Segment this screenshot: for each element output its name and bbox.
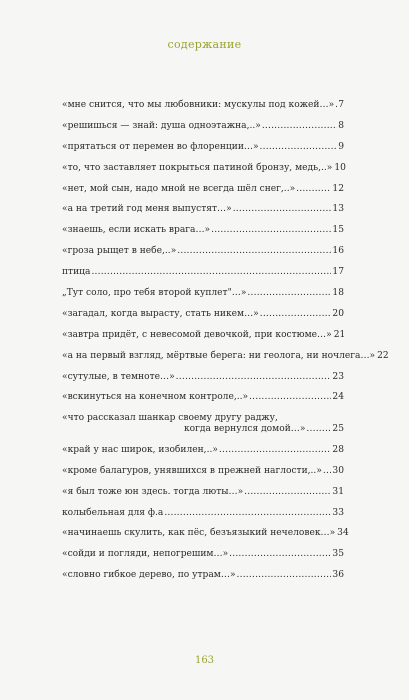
toc-entry-title: «край у нас широк, изобилен,..» — [62, 444, 218, 455]
toc-entry-title: „Тут соло, про тебя второй куплет"…» — [62, 288, 247, 299]
toc-entry — [62, 570, 344, 591]
toc-entry-title: «знаешь, если искать врага…» — [62, 225, 211, 236]
toc-entry-page: 18 — [332, 288, 344, 299]
toc-entry-page: 23 — [332, 371, 344, 382]
toc-entry-title: «а на третий год меня выпустят…» — [62, 204, 232, 215]
toc-entry-title: «решишься — знай: душа одноэтажна,..» — [62, 120, 261, 131]
toc-entry-title: «сойди и погляди, непогрешим…» — [62, 549, 229, 560]
toc-entry — [62, 372, 344, 393]
toc-entry-page: 22 — [377, 350, 389, 361]
leader-dots — [237, 570, 332, 581]
leader-dots — [176, 372, 332, 383]
toc-entry — [62, 100, 344, 121]
toc-entry — [62, 508, 344, 529]
toc-entry — [62, 121, 344, 142]
toc-entry-title: «я был тоже юн здесь. тогда люты…» — [62, 486, 244, 497]
toc-entry — [62, 184, 344, 205]
toc-entry — [62, 246, 344, 267]
page-number: 163 — [194, 655, 215, 666]
toc-entry — [62, 487, 344, 508]
toc-entry-title: «гроза рыщет в небе,..» — [62, 246, 177, 257]
toc-entry-title: «словно гибкое дерево, по утрам…» — [62, 570, 236, 581]
toc-entry-page: 7 — [338, 100, 344, 110]
toc-entry — [62, 392, 344, 413]
leader-dots — [91, 267, 331, 278]
toc-entry-page: 10 — [334, 162, 346, 173]
toc-entry-title: птица — [62, 267, 91, 278]
toc-entry — [62, 413, 344, 445]
leader-dots — [164, 508, 331, 519]
toc-entry-title: «вскинуться на конечном контроле,..» — [62, 392, 249, 403]
toc-entry-page: 9 — [338, 141, 344, 152]
toc-entry — [62, 466, 344, 487]
leader-dots — [177, 246, 331, 257]
toc-entry-title: «кроме балагуров, унявшихся в прежней наглости,..» — [62, 465, 322, 476]
leader-dots — [335, 100, 337, 111]
toc-entry-page: 36 — [332, 570, 344, 581]
toc-entry-page: 12 — [332, 183, 344, 194]
toc-entry-page: 28 — [332, 444, 344, 455]
toc-entry-title: «нет, мой сын, надо мной не всегда шёл снег,..» — [62, 183, 296, 194]
toc-entry-page: 15 — [332, 225, 344, 236]
toc-entry — [62, 309, 344, 330]
page-title: содержание — [167, 38, 242, 51]
toc-entry — [62, 142, 344, 163]
leader-dots — [229, 549, 331, 560]
toc-entry-title: «а на первый взгляд, мёртвые берега: ни геолога, ни ночлега…» — [62, 350, 376, 361]
toc-entry-page: 25 — [332, 424, 344, 435]
toc-entry-page: 16 — [332, 246, 344, 257]
leader-dots — [262, 121, 337, 132]
toc-entry-page: 30 — [332, 465, 344, 476]
toc-entry-page: 20 — [332, 308, 344, 319]
toc-entry-page: 17 — [332, 267, 344, 278]
toc-entry — [62, 204, 344, 225]
toc-entry-page: 34 — [337, 528, 349, 539]
toc-entry-title: «начинаешь скулить, как пёс, безъязыкий нечеловек…» — [62, 528, 336, 539]
toc-entry-title: «загадал, когда вырасту, стать никем…» — [62, 308, 259, 319]
leader-dots — [211, 225, 331, 236]
leader-dots — [306, 424, 331, 435]
toc-entry-page: 24 — [332, 392, 344, 403]
toc-entry — [62, 163, 344, 184]
toc-entry — [62, 445, 344, 466]
leader-dots — [323, 466, 332, 477]
toc-entry — [62, 225, 344, 246]
toc-entry-title: «завтра придёт, с невесомой девочкой, при костюме…» — [62, 329, 332, 340]
toc-entry — [62, 267, 344, 288]
leader-dots — [296, 184, 331, 195]
leader-dots — [260, 309, 332, 320]
toc-entry-title: «мне снится, что мы любовники: мускулы под кожей…» — [62, 100, 335, 110]
leader-dots — [244, 487, 331, 498]
toc-entry-page: 33 — [332, 507, 344, 518]
leader-dots — [260, 142, 338, 153]
toc-entry — [62, 528, 349, 549]
toc-entry — [62, 350, 389, 372]
toc-entry — [62, 549, 344, 570]
toc-entry-title: «сутулые, в темноте…» — [62, 371, 175, 382]
leader-dots — [249, 392, 331, 403]
toc-entry-title: «то, что заставляет покрыться патиной бронзу, медь,..» — [62, 162, 333, 173]
toc-entry-page: 31 — [332, 486, 344, 497]
toc-entry-title: «прятаться от перемен во флоренции…» — [62, 141, 259, 152]
leader-dots — [247, 288, 331, 299]
toc-entry — [62, 330, 344, 351]
toc-entry-page: 35 — [332, 549, 344, 560]
toc-entry-title: «что рассказал шанкар своему другу раджу, — [62, 413, 278, 424]
table-of-contents — [62, 100, 389, 591]
toc-entry-page: 8 — [338, 120, 344, 131]
toc-entry — [62, 288, 344, 309]
toc-entry-title: колыбельная для ф.а — [62, 507, 164, 518]
toc-entry-page: 21 — [333, 329, 346, 340]
toc-entry-title-continued: когда вернулся домой…» — [184, 424, 306, 435]
leader-dots — [233, 204, 332, 215]
leader-dots — [219, 445, 332, 456]
toc-entry-page: 13 — [332, 204, 344, 215]
